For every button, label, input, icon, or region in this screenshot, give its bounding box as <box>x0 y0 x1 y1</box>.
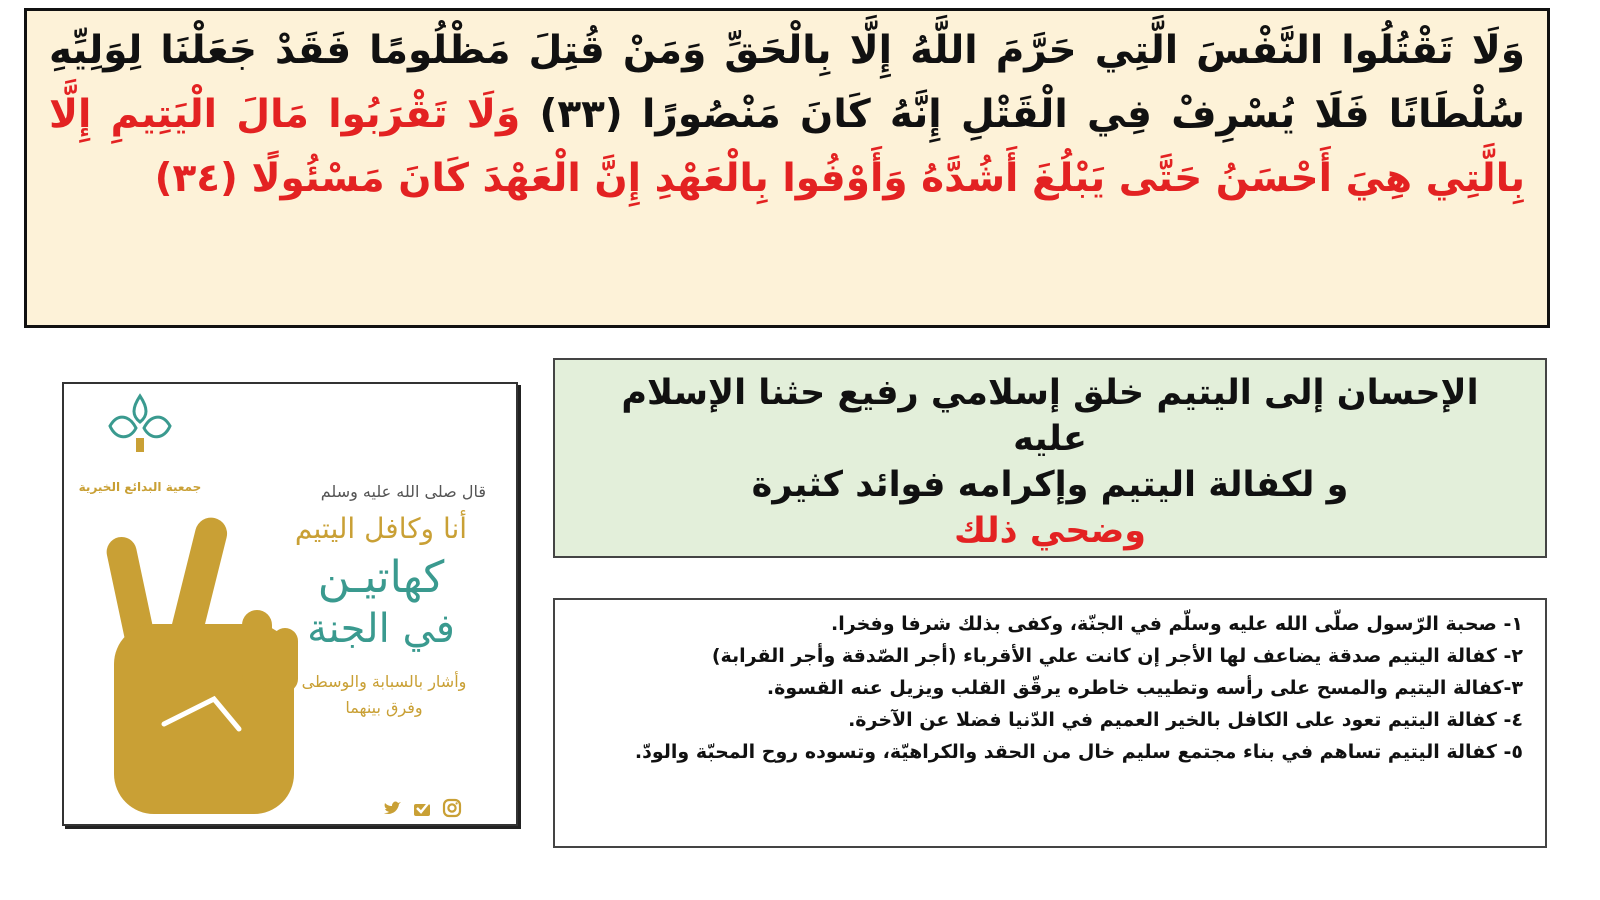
poster-hadith-line1: أنا وكافل اليتيم <box>294 512 468 545</box>
poster-hadith-line5: وفرق بينهما <box>345 698 423 717</box>
list-item: ٣-كفالة اليتيم والمسح على رأسه وتطييب خاطره يرقّق القلب ويزيل عنه القسوة. <box>766 677 1523 699</box>
poster-hadith-line4: وأشار بالسبابة والوسطى <box>301 672 467 691</box>
victory-hand-icon <box>104 514 298 814</box>
benefits-list <box>553 598 1547 848</box>
poster-hadith-line2: كهاتيـن <box>317 552 445 603</box>
list-item: ٤- كفالة اليتيم تعود على الكافل بالخير العميم في الدّنيا فضلا عن الآخرة. <box>848 709 1523 731</box>
list-item: ١- صحبة الرّسول صلّى الله عليه وسلّم في الجنّة، وكفى بذلك شرفا وفخرا. <box>831 613 1523 635</box>
poster-graphic <box>64 384 518 826</box>
charity-logo-icon <box>110 396 170 452</box>
poster-hadith-line3: في الجنة <box>307 606 455 652</box>
hadith-poster-image <box>62 382 518 826</box>
twitter-icon <box>382 798 402 818</box>
verse-part-33: وَلَا تَقْتُلُوا النَّفْسَ الَّتِي حَرَّمَ اللَّهُ إِلَّا بِالْحَقِّ وَمَنْ قُتِلَ مَظْلُومًا فَقَدْ جَعَلْنَا لِوَلِيِّهِ سُلْطَانًا فَلَا يُسْرِفْ فِي الْقَتْلِ إِنَّهُ كَانَ مَنْصُورًا (٣٣) <box>49 28 1525 137</box>
prompt-instruction: وضحي ذلك <box>953 511 1147 551</box>
poster-said-text: قال صلى الله عليه وسلم <box>320 482 486 501</box>
list-item: ٢- كفالة اليتيم صدقة يضاعف لها الأجر إن كانت علي الأقرباء (أجر الصّدقة وأجر القرابة) <box>711 645 1523 667</box>
poster-logo-text: جمعية البدائع الخيرية <box>78 480 202 494</box>
instagram-icon <box>442 798 462 818</box>
prompt-box <box>553 358 1547 558</box>
quran-verse-box <box>24 8 1550 328</box>
social-icons <box>382 798 462 818</box>
list-item: ٥- كفالة اليتيم تساهم في بناء مجتمع سليم خال من الحقد والكراهيّة، وتسوده روح المحبّة والودّ. <box>634 741 1523 763</box>
prompt-line2: و لكفالة اليتيم وإكرامه فوائد كثيرة <box>751 465 1349 505</box>
prompt-line1: الإحسان إلى اليتيم خلق إسلامي رفيع حثنا الإسلام عليه <box>621 373 1479 459</box>
verse-part-34: وَلَا تَقْرَبُوا مَالَ الْيَتِيمِ إِلَّا بِالَّتِي هِيَ أَحْسَنُ حَتَّى يَبْلُغَ أَشُدَّهُ وَأَوْفُوا بِالْعَهْدِ إِنَّ الْعَهْدَ كَانَ مَسْئُولًا (٣٤) <box>49 92 1525 201</box>
check-icon <box>412 798 432 818</box>
